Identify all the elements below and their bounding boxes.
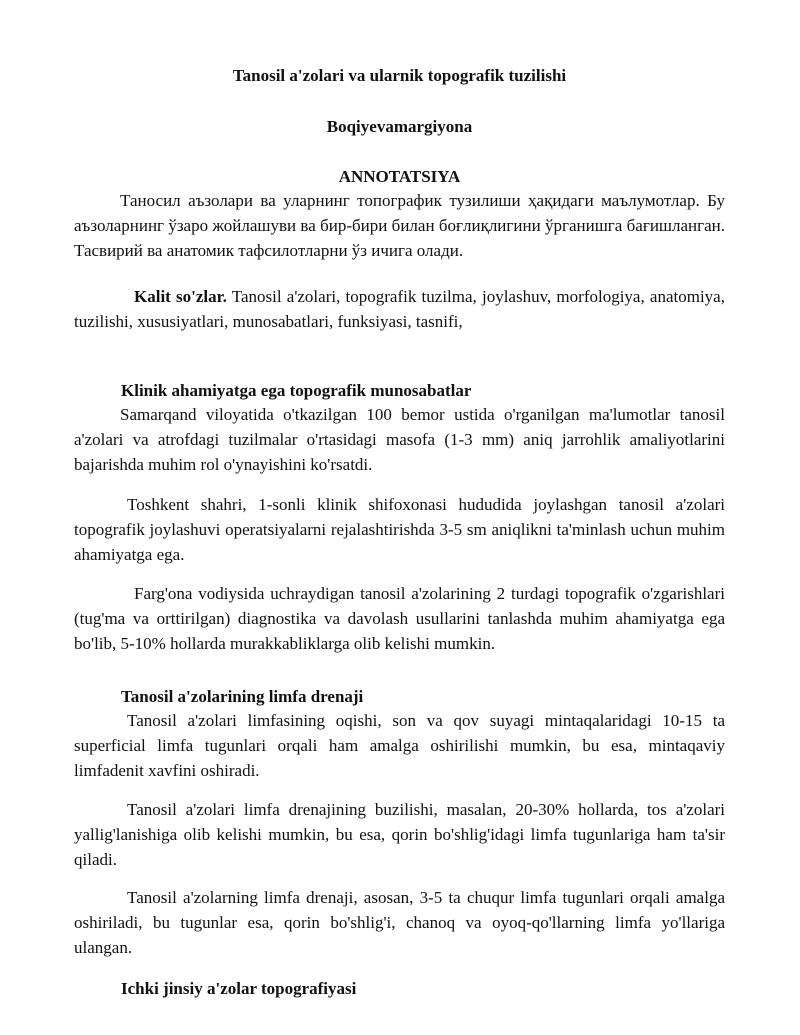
paragraph-samarqand: Samarqand viloyatida o'tkazilgan 100 bemor ustida o'rganilgan ma'lumotlar tanosil a'zolari va atrofdagi tuzilmalar o'rtasidagi masofa (1-3 mm) aniq jarrohlik amaliyotlarini bajarishda muhim rol o'ynayishini ko'rsatdi. bbox=[74, 405, 725, 474]
paragraph-toshkent: Toshkent shahri, 1-sonli klinik shifoxonasi hududida joylashgan tanosil a'zolari topografik joylashuvi operatsiyalarni rejalashtirishda 3-5 sm aniqlikni ta'minlash uchun muhim ahamiyatga ega. bbox=[74, 495, 725, 564]
document-title: Tanosil a'zolari va ularnik topografik tuzilishi bbox=[232, 66, 567, 85]
paragraph-lymph-disorder: Tanosil a'zolari limfa drenajining buzilishi, masalan, 20-30% hollarda, tos a'zolari yallig'lanishiga olib kelishi mumkin, bu esa, qorin bo'shlig'idagi limfa tugunlariga ham ta'sir qiladi. bbox=[74, 800, 725, 869]
section-heading-clinical: Klinik ahamiyatga ega topografik munosabatlar bbox=[121, 381, 472, 400]
annotation-text: Таносил аъзолари ва уларнинг топографик тузилиши ҳақидаги маълумотлар. Бу аъзоларнинг ўзаро жойлашуви ва бир-бири билан боғлиқлигини ўрганишга бағишланган. Тасвирий ва анатомик тафсилотларни ўз ичига олади. bbox=[74, 191, 725, 260]
keywords-label: Kalit so'zlar. bbox=[134, 287, 227, 306]
section-heading-internal: Ichki jinsiy a'zolar topografiyasi bbox=[121, 979, 357, 998]
author-name: Boqiyevamargiyona bbox=[326, 117, 473, 136]
keywords-text: Tanosil a'zolari, topografik tuzilma, joylashuv, morfologiya, anatomiya, tuzilishi, xususiyatlari, munosabatlari, funksiyasi, tasnifi, bbox=[74, 287, 725, 331]
annotation-heading: ANNOTATSIYA bbox=[338, 167, 461, 186]
paragraph-lymph-drainage: Tanosil a'zolarning limfa drenaji, asosan, 3-5 ta chuqur limfa tugunlari orqali amalga oshiriladi, bu tugunlar esa, qorin bo'shlig'i, chanoq va oyoq-qo'llarning limfa yo'llariga ulangan. bbox=[74, 888, 725, 957]
section-heading-lymph: Tanosil a'zolarining limfa drenaji bbox=[121, 687, 364, 706]
paragraph-lymph-outflow: Tanosil a'zolari limfasining oqishi, son va qov suyagi mintaqalaridagi 10-15 ta superficial limfa tugunlari orqali ham amalga oshirilishi mumkin, bu esa, mintaqaviy limfadenit xavfini oshiradi. bbox=[74, 711, 725, 780]
keywords-paragraph bbox=[74, 284, 725, 334]
paragraph-fargona: Farg'ona vodiysida uchraydigan tanosil a'zolarining 2 turdagi topografik o'zgarishlari (tug'ma va orttirilgan) diagnostika va davolash usullarini tanlashda muhim ahamiyatga ega bo'lib, 5-10% hollarda murakkabliklarga olib kelishi mumkin. bbox=[74, 584, 725, 653]
